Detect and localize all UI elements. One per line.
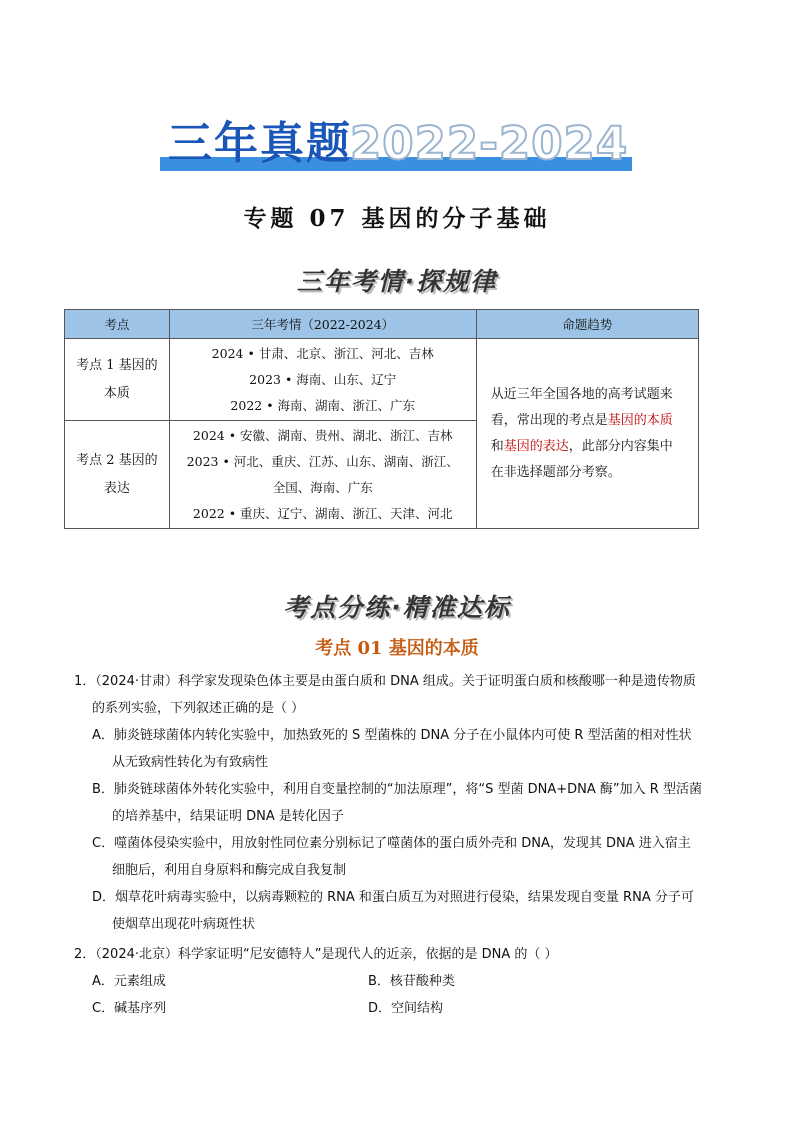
option-c[interactable]: [74, 830, 734, 884]
option-b[interactable]: B．核苷酸种类: [368, 974, 455, 989]
point-label: 考点 1 基因的: [76, 357, 158, 373]
option-b[interactable]: [74, 776, 734, 830]
year-line: 2022 • 海南、湖南、浙江、广东: [230, 397, 416, 413]
table-header-row: [65, 310, 699, 339]
question-stem: 的系列实验，下列叙述正确的是（ ）: [92, 701, 305, 716]
question-2: [74, 941, 734, 1022]
trend-text: 从近三年全国各地的高考试题来看，常出现的考点是: [490, 386, 673, 428]
year-line: 2023 • 河北、重庆、江苏、山东、湖南、浙江、: [186, 453, 459, 469]
header-years: 三年考情（2022-2024）: [169, 310, 476, 339]
trend-text: ，此部分内容集中在非选择题部分考察。: [490, 438, 673, 480]
section-heading-practice: 考点分练·精准达标: [283, 593, 511, 622]
option-text: A．肺炎链球菌体内转化实验中，加热致死的 S 型菌株的 DNA 分子在小鼠体内可使 R 型活菌的相对性状: [92, 728, 692, 743]
option-text: 使烟草出现花叶病斑性状: [112, 917, 256, 932]
point-label: 本质: [103, 385, 130, 401]
option-row: [74, 995, 734, 1022]
trend-text: 和: [490, 438, 504, 454]
banner-title: 三年真题: [168, 118, 352, 169]
question-1: [74, 668, 734, 938]
year-line: 2024 • 安徽、湖南、贵州、湖北、浙江、吉林: [192, 427, 453, 443]
year-line: 2023 • 海南、山东、辽宁: [249, 371, 397, 387]
table-row: [65, 339, 699, 421]
trend-highlight: 基因的本质: [607, 412, 673, 428]
point-label: 表达: [103, 480, 130, 496]
option-d[interactable]: [74, 884, 734, 938]
option-text: 从无致病性转化为有致病性: [112, 755, 269, 770]
question-stem: 2．（2024·北京）科学家证明“尼安德特人”是现代人的近亲，依据的是 DNA 的（ ）: [74, 947, 558, 962]
trend-highlight: 基因的表达: [503, 438, 569, 454]
option-a[interactable]: [74, 722, 734, 776]
option-text: 细胞后，利用自身原料和酶完成自我复制: [112, 863, 347, 878]
banner-years: 2022-2024: [350, 117, 629, 170]
years-cell: [169, 339, 476, 421]
year-line: 2022 • 重庆、辽宁、湖南、浙江、天津、河北: [192, 505, 453, 521]
option-a[interactable]: A．元素组成: [92, 974, 166, 989]
point-cell: [65, 421, 170, 529]
option-row: [74, 968, 734, 995]
option-text: B．肺炎链球菌体外转化实验中，利用自变量控制的“加法原理”，将“S 型菌 DNA+DNA 酶”加入 R 型活菌: [92, 782, 702, 797]
trend-cell: [476, 339, 698, 529]
header-point: 考点: [65, 310, 170, 339]
header-trend: 命题趋势: [476, 310, 698, 339]
option-text: D．烟草花叶病毒实验中，以病毒颗粒的 RNA 和蛋白质互为对照进行侵染，结果发现自变量 RNA 分子可: [92, 890, 694, 905]
topic-subtitle: 专题 07 基因的分子基础: [243, 205, 551, 232]
option-d[interactable]: D．空间结构: [368, 1001, 444, 1016]
option-text: 的培养基中，结果证明 DNA 是转化因子: [112, 809, 344, 824]
year-line: 2024 • 甘肃、北京、浙江、河北、吉林: [211, 345, 434, 361]
years-cell: [169, 421, 476, 529]
trends-table: [64, 309, 699, 529]
section-heading-trends: 三年考情·探规律: [296, 267, 498, 296]
option-c[interactable]: C．碱基序列: [92, 1001, 167, 1016]
year-line: 全国、海南、广东: [272, 479, 373, 495]
topic-title: 考点 01 基因的本质: [315, 638, 479, 659]
point-label: 考点 2 基因的: [76, 452, 158, 468]
option-text: C．噬菌体侵染实验中，用放射性同位素分别标记了噬菌体的蛋白质外壳和 DNA，发现其 DNA 进入宿主: [92, 836, 691, 851]
point-cell: [65, 339, 170, 421]
question-stem: 1．（2024·甘肃）科学家发现染色体主要是由蛋白质和 DNA 组成。关于证明蛋白质和核酸哪一种是遗传物质: [74, 674, 696, 689]
